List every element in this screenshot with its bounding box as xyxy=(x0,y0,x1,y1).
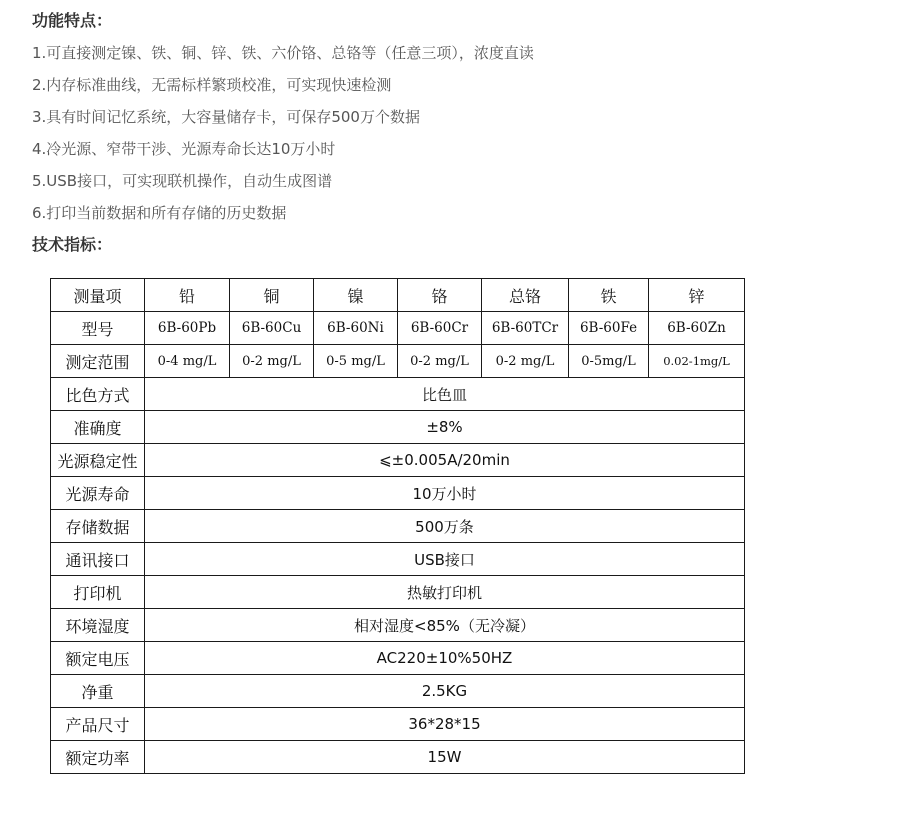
row-value: 比色皿 xyxy=(145,378,745,411)
header-cell-chromium: 铬 xyxy=(398,279,482,312)
row-label: 额定功率 xyxy=(51,741,145,774)
table-row xyxy=(51,444,745,477)
header-cell-lead: 铅 xyxy=(145,279,230,312)
model-cell: 6B-60TCr xyxy=(482,312,569,345)
table-row-range xyxy=(51,345,745,378)
row-label: 净重 xyxy=(51,675,145,708)
spec-table xyxy=(50,278,745,774)
table-row xyxy=(51,708,745,741)
model-cell: 6B-60Ni xyxy=(314,312,398,345)
feature-item-4: 4.冷光源、窄带干涉、光源寿命长达10万小时 xyxy=(32,140,336,158)
row-value: 500万条 xyxy=(145,510,745,543)
header-cell-item: 测量项 xyxy=(51,279,145,312)
table-row xyxy=(51,576,745,609)
feature-item-3: 3.具有时间记忆系统，大容量储存卡，可保存500万个数据 xyxy=(32,108,420,126)
table-row xyxy=(51,411,745,444)
header-cell-copper: 铜 xyxy=(230,279,314,312)
row-value: 15W xyxy=(145,741,745,774)
range-cell: 0-2 mg/L xyxy=(230,345,314,378)
row-label: 额定电压 xyxy=(51,642,145,675)
row-value: 热敏打印机 xyxy=(145,576,745,609)
row-value: 2.5KG xyxy=(145,675,745,708)
table-row xyxy=(51,609,745,642)
range-cell: 0-5 mg/L xyxy=(314,345,398,378)
row-label: 测定范围 xyxy=(51,345,145,378)
row-label: 通讯接口 xyxy=(51,543,145,576)
row-value: AC220±10%50HZ xyxy=(145,642,745,675)
table-row xyxy=(51,741,745,774)
model-cell: 6B-60Fe xyxy=(569,312,649,345)
row-value: ⩽±0.005A/20min xyxy=(145,444,745,477)
row-label: 产品尺寸 xyxy=(51,708,145,741)
row-label: 准确度 xyxy=(51,411,145,444)
table-row-model xyxy=(51,312,745,345)
row-value: 相对湿度<85%（无冷凝） xyxy=(145,609,745,642)
feature-item-5: 5.USB接口，可实现联机操作，自动生成图谱 xyxy=(32,172,333,190)
feature-item-6: 6.打印当前数据和所有存储的历史数据 xyxy=(32,204,287,222)
model-cell: 6B-60Zn xyxy=(649,312,745,345)
row-label: 比色方式 xyxy=(51,378,145,411)
row-value: USB接口 xyxy=(145,543,745,576)
row-value: 10万小时 xyxy=(145,477,745,510)
range-cell: 0-2 mg/L xyxy=(398,345,482,378)
range-cell: 0-4 mg/L xyxy=(145,345,230,378)
header-cell-total-chromium: 总铬 xyxy=(482,279,569,312)
header-cell-iron: 铁 xyxy=(569,279,649,312)
row-label: 光源稳定性 xyxy=(51,444,145,477)
feature-item-2: 2.内存标准曲线，无需标样繁琐校准，可实现快速检测 xyxy=(32,76,392,94)
table-row xyxy=(51,642,745,675)
model-cell: 6B-60Cu xyxy=(230,312,314,345)
row-label: 光源寿命 xyxy=(51,477,145,510)
specs-heading: 技术指标： xyxy=(32,235,113,254)
feature-item-1: 1.可直接测定镍、铁、铜、锌、铁、六价铬、总铬等（任意三项），浓度直读 xyxy=(32,44,534,62)
header-cell-zinc: 锌 xyxy=(649,279,745,312)
table-row xyxy=(51,510,745,543)
table-row xyxy=(51,543,745,576)
row-label: 打印机 xyxy=(51,576,145,609)
row-value: ±8% xyxy=(145,411,745,444)
table-row xyxy=(51,378,745,411)
model-cell: 6B-60Pb xyxy=(145,312,230,345)
features-heading: 功能特点： xyxy=(32,11,113,30)
row-value: 36*28*15 xyxy=(145,708,745,741)
header-cell-nickel: 镍 xyxy=(314,279,398,312)
range-cell: 0-5mg/L xyxy=(569,345,649,378)
range-cell: 0-2 mg/L xyxy=(482,345,569,378)
row-label: 环境湿度 xyxy=(51,609,145,642)
table-row xyxy=(51,477,745,510)
model-cell: 6B-60Cr xyxy=(398,312,482,345)
table-header-row xyxy=(51,279,745,312)
table-row xyxy=(51,675,745,708)
range-cell: 0.02-1mg/L xyxy=(649,345,745,378)
row-label: 型号 xyxy=(51,312,145,345)
row-label: 存储数据 xyxy=(51,510,145,543)
